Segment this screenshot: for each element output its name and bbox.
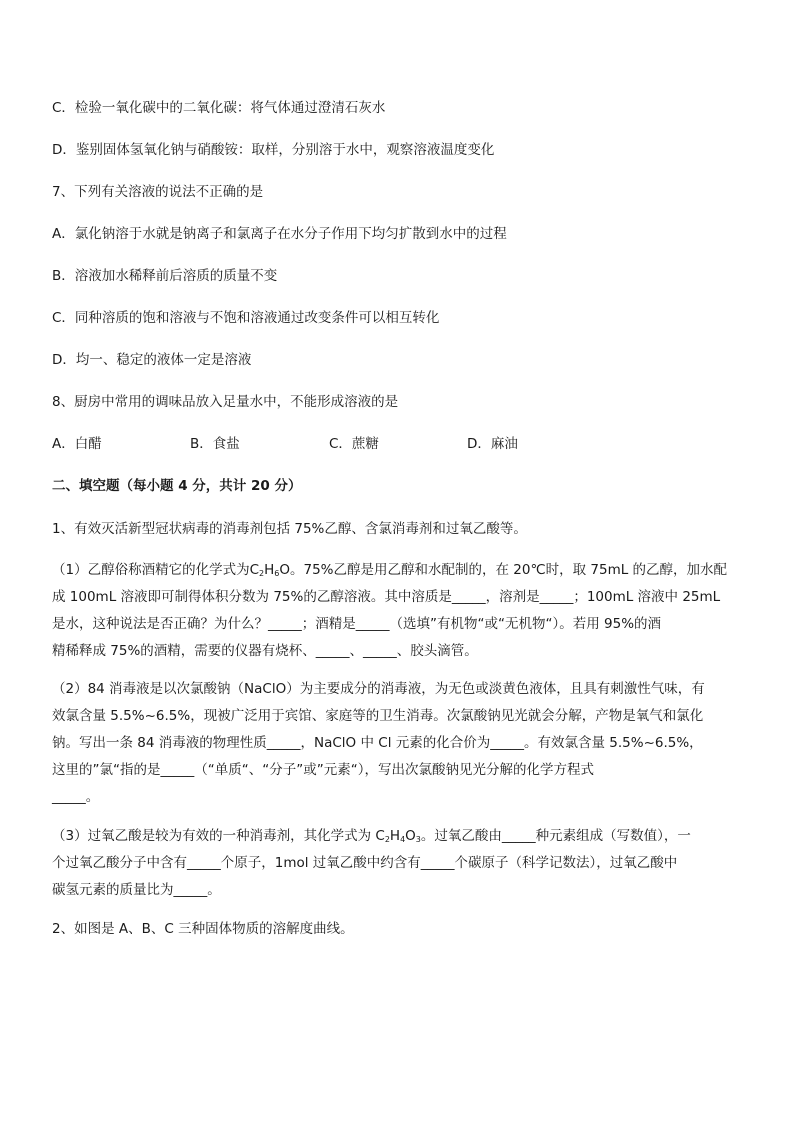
fill2-stem: 2、如图是 A、B、C 三种固体物质的溶解度曲线。 xyxy=(52,921,354,937)
fill1-part1-line2: 成 100mL 溶液即可制得体积分数为 75%的乙醇溶液。其中溶质是_____，溶剂是_____；100mL 溶液中 25mL xyxy=(52,589,721,605)
fill1-part2-line4: 这里的”氯“指的是_____（“单质“、“分子”或”元素“），写出次氯酸钠见光分解的化学方程式 xyxy=(52,762,594,778)
q7-stem: 7、下列有关溶液的说法不正确的是 xyxy=(52,184,264,200)
fill1-part1-line3: 是水，这种说法是否正确？为什么？_____；酒精是_____（选填”有机物“或“无机物“）。若用 95%的酒 xyxy=(52,616,662,632)
fill1-part1 xyxy=(52,557,772,665)
fill1-part3-line3: 碳氢元素的质量比为_____。 xyxy=(52,882,221,898)
fill1-stem: 1、有效灭活新型冠状病毒的消毒剂包括 75%乙醇、含氯消毒剂和过氧乙酸等。 xyxy=(52,521,527,537)
fill1-part2-line1: （2）84 消毒液是以次氯酸钠（NaClO）为主要成分的消毒液，为无色或淡黄色液体，且具有刺激性气味，有 xyxy=(52,681,705,697)
section-title: 二、填空题（每小题 4 分，共计 20 分） xyxy=(52,478,302,494)
q6-option-c: C．检验一氧化碳中的二氧化碳：将气体通过澄清石灰水 xyxy=(52,100,386,116)
fill1-part3-line1: （3）过氧乙酸是较为有效的一种消毒剂，其化学式为 $C_2H_4O_3$。过氧乙酸由_____种元素组成（写数值），一 xyxy=(52,828,691,844)
fill1-part3 xyxy=(52,823,772,904)
fill1-part2-line5: _____。 xyxy=(52,789,100,805)
fill1-part2-line3: 钠。写出一条 84 消毒液的物理性质_____，NaClO 中 Cl 元素的化合价为_____。有效氯含量 5.5%~6.5%， xyxy=(52,735,703,751)
q8-option-b: B．食盐 xyxy=(190,436,240,452)
q8-stem: 8、厨房中常用的调味品放入足量水中，不能形成溶液的是 xyxy=(52,394,399,410)
fill1-part1-line4: 精稀释成 75%的酒精，需要的仪器有烧杯、_____、_____、胶头滴管。 xyxy=(52,643,478,659)
fill1-part1-line1: （1）乙醇俗称酒精它的化学式为$C_2H_6O$。75%乙醇是用乙醇和水配制的，在 20℃时，取 75mL 的乙醇，加水配 xyxy=(52,562,728,578)
q7-option-b: B．溶液加水稀释前后溶质的质量不变 xyxy=(52,268,278,284)
q8-option-d: D．麻油 xyxy=(467,436,518,452)
q8-option-c: C．蔗糖 xyxy=(329,436,379,452)
q7-option-d: D．均一、稳定的液体一定是溶液 xyxy=(52,352,252,368)
fill1-part3-line2: 个过氧乙酸分子中含有_____个原子，1mol 过氧乙酸中约含有_____个碳原子（科学记数法），过氧乙酸中 xyxy=(52,855,678,871)
q7-option-c: C．同种溶质的饱和溶液与不饱和溶液通过改变条件可以相互转化 xyxy=(52,310,440,326)
q6-option-d: D．鉴别固体氢氧化钠与硝酸铵：取样，分别溶于水中，观察溶液温度变化 xyxy=(52,142,495,158)
q8-option-a: A．白醋 xyxy=(52,436,102,452)
fill1-part2 xyxy=(52,676,772,811)
q7-option-a: A．氯化钠溶于水就是钠离子和氯离子在水分子作用下均匀扩散到水中的过程 xyxy=(52,226,507,242)
fill1-part2-line2: 效氯含量 5.5%~6.5%，现被广泛用于宾馆、家庭等的卫生消毒。次氯酸钠见光就会分解，产物是氧气和氯化 xyxy=(52,708,704,724)
